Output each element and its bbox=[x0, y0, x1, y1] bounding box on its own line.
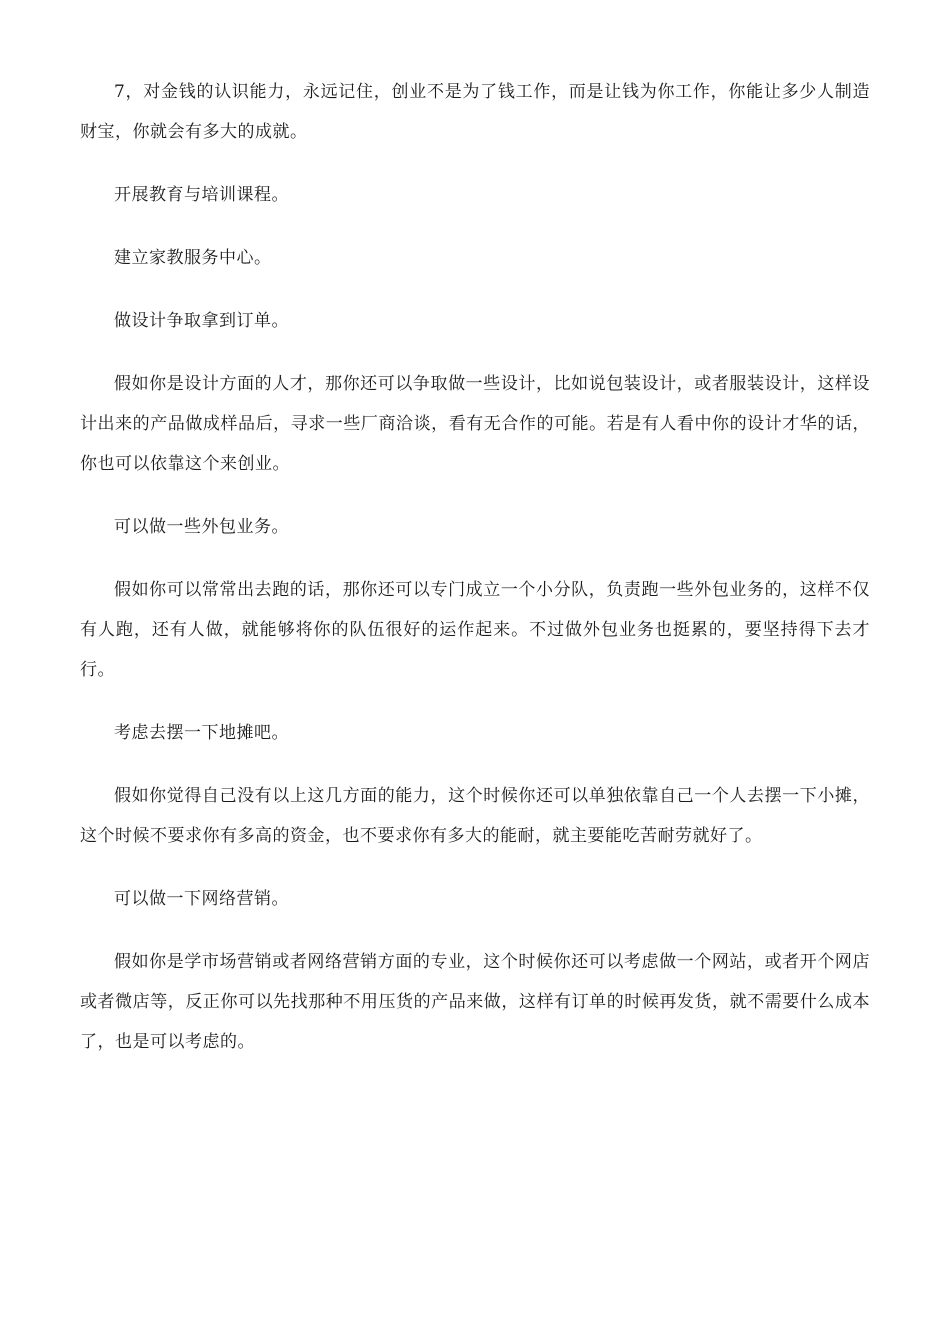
paragraph-tutoring-center: 建立家教服务中心。 bbox=[114, 248, 272, 268]
paragraph-outsourcing-heading: 可以做一些外包业务。 bbox=[114, 517, 289, 537]
paragraph-online-marketing-heading: 可以做一下网络营销。 bbox=[114, 889, 289, 909]
paragraph-street-stall-heading: 考虑去摆一下地摊吧。 bbox=[114, 723, 289, 743]
paragraph-education-training: 开展教育与培训课程。 bbox=[114, 185, 289, 205]
paragraph-design-orders-heading: 做设计争取拿到订单。 bbox=[114, 311, 289, 331]
paragraph-design-orders-body: 假如你是设计方面的人才，那你还可以争取做一些设计，比如说包装设计，或者服装设计，这样设计出来的产品做成样品后，寻求一些厂商洽谈，看有无合作的可能。若是有人看中你的设计才华的话，你也可以依靠这个来创业。 bbox=[80, 374, 870, 474]
paragraph-outsourcing-body: 假如你可以常常出去跑的话，那你还可以专门成立一个小分队，负责跑一些外包业务的，这样不仅有人跑，还有人做，就能够将你的队伍很好的运作起来。不过做外包业务也挺累的，要坚持得下去才行。 bbox=[80, 580, 870, 680]
paragraph-street-stall-body: 假如你觉得自己没有以上这几方面的能力，这个时候你还可以单独依靠自己一个人去摆一下小摊，这个时候不要求你有多高的资金，也不要求你有多大的能耐，就主要能吃苦耐劳就好了。 bbox=[80, 786, 870, 846]
paragraph-money-awareness: 7，对金钱的认识能力，永远记住，创业不是为了钱工作，而是让钱为你工作，你能让多少人制造财宝，你就会有多大的成就。 bbox=[80, 82, 870, 142]
paragraph-online-marketing-body: 假如你是学市场营销或者网络营销方面的专业，这个时候你还可以考虑做一个网站，或者开个网店或者微店等，反正你可以先找那种不用压货的产品来做，这样有订单的时候再发货，就不需要什么成本了，也是可以考虑的。 bbox=[80, 952, 870, 1052]
document-page bbox=[80, 72, 870, 1085]
